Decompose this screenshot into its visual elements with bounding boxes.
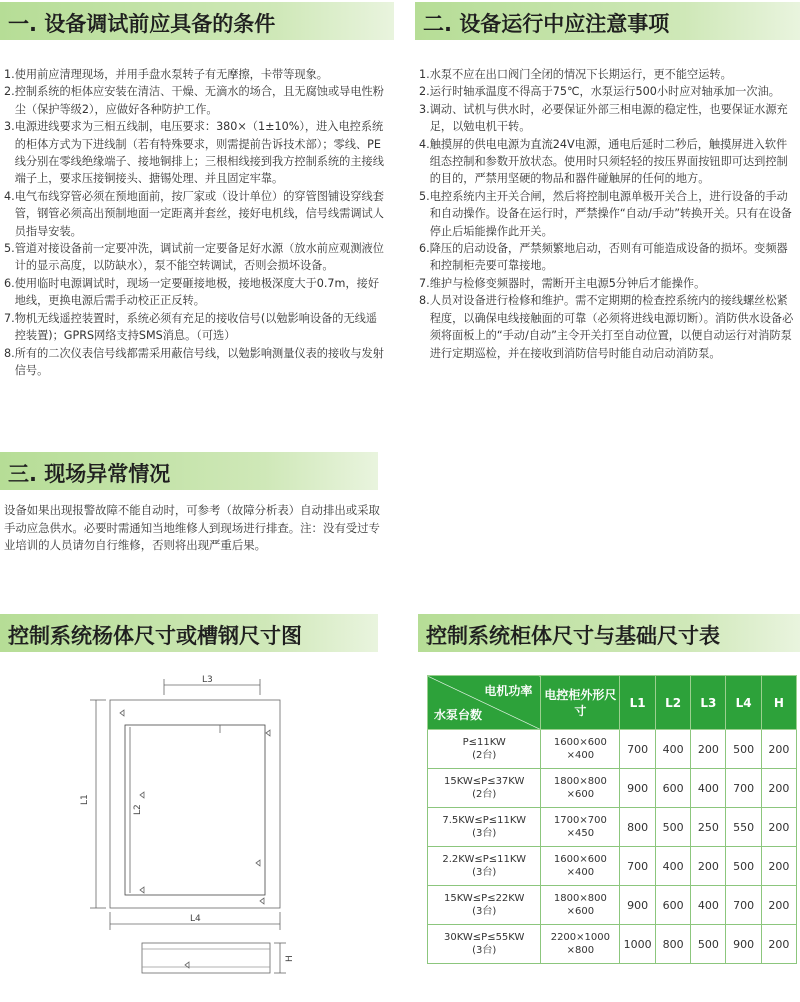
list-item: 6. 降压的启动设备，严禁频繁地启动，否则有可能造成设备的损坏。变频器和控制柜壳要可靠接地。 xyxy=(419,242,788,273)
list-item: 8. 人员对设备进行检修和维护。需不定期期的检查控系统内的接线螺丝松紧程度，以确保电线接触面的可靠（必须将进线电源切断）。消防供水设备必须将面板上的“手动/自动”主令开关打至自动位置，以便自动运行对消防泵进行定期巡检，并在接收到消防信号时能自动启动消防泵。 xyxy=(419,294,794,360)
table-row xyxy=(428,769,797,808)
value-cell: 1000 xyxy=(620,925,656,964)
section-1-list xyxy=(4,66,384,379)
value-cell: 200 xyxy=(761,808,796,847)
pump-cell: 7.5KW≤P≤11KW (3台) xyxy=(428,808,541,847)
value-cell: 500 xyxy=(726,847,761,886)
pump-cell: 15KW≤P≤37KW (2台) xyxy=(428,769,541,808)
value-cell: 800 xyxy=(620,808,656,847)
value-cell: 900 xyxy=(620,769,656,808)
value-cell: 500 xyxy=(655,808,690,847)
col-header-l1: L1 xyxy=(620,676,656,730)
col-header-l2: L2 xyxy=(655,676,690,730)
list-item: 3. 调动、试机与供水时，必要保证外部三相电源的稳定性，也要保证水源充足，以勉电机干转。 xyxy=(419,102,788,134)
section-5-title: 控制系统柜体尺寸与基础尺寸表 xyxy=(418,614,800,652)
value-cell: 200 xyxy=(761,847,796,886)
value-cell: 900 xyxy=(726,925,761,964)
dimension-table-container xyxy=(427,675,797,956)
cabinet-cell: 1800×800 ×600 xyxy=(541,769,620,808)
value-cell: 500 xyxy=(726,730,761,769)
pump-cell: 2.2KW≤P≤11KW (3台) xyxy=(428,847,541,886)
l2-label: L2 xyxy=(133,804,143,815)
corner-mark xyxy=(140,792,144,798)
value-cell: 900 xyxy=(620,886,656,925)
list-item: 7. 维护与检修变频器时，需断开主电源5分钟后才能操作。 xyxy=(419,276,706,290)
value-cell: 700 xyxy=(620,847,656,886)
value-cell: 200 xyxy=(761,925,796,964)
h-label: H xyxy=(285,955,295,962)
value-cell: 200 xyxy=(691,847,726,886)
table-row xyxy=(428,730,797,769)
list-item: 1. 使用前应清理现场，并用手盘水泵转子有无摩擦，卡带等现象。 xyxy=(4,68,328,81)
corner-mark xyxy=(260,898,264,904)
list-item: 1. 水泵不应在出口阀门全闭的情况下长期运行，更不能空运转。 xyxy=(419,68,732,81)
value-cell: 400 xyxy=(691,769,726,808)
section-1-title: 一. 设备调试前应具备的条件 xyxy=(0,2,394,40)
value-cell: 550 xyxy=(726,808,761,847)
value-cell: 250 xyxy=(691,808,726,847)
motor-power-header: 电机功率 xyxy=(484,684,533,698)
cabinet-cell: 1700×700 ×450 xyxy=(541,808,620,847)
value-cell: 400 xyxy=(691,886,726,925)
value-cell: 600 xyxy=(655,769,690,808)
l4-label: L4 xyxy=(190,914,201,924)
cabinet-dimension-diagram xyxy=(80,665,320,995)
col-header-h: H xyxy=(761,676,796,730)
cabinet-outline xyxy=(125,725,265,895)
table-row xyxy=(428,925,797,964)
section-3-title: 三. 现场异常情况 xyxy=(0,452,378,490)
list-item: 5. 管道对接设备前一定要冲洗，调试前一定要备足好水源（放水前应观测液位计的显示高度，以防缺水），泵不能空转调试，否则会损坏设备。 xyxy=(4,242,384,273)
value-cell: 700 xyxy=(726,769,761,808)
l1-label: L1 xyxy=(80,794,90,805)
list-item: 6. 使用临时电源调试时，现场一定要砸接地极，接地极深度大于0.7m，接好地线，更换电源后需手动校正正反转。 xyxy=(4,276,380,308)
corner-header-cell xyxy=(428,676,541,730)
cabinet-cell: 1800×800 ×600 xyxy=(541,886,620,925)
cabinet-cell: 1600×600 ×400 xyxy=(541,730,620,769)
section-4-title: 控制系统杨体尺寸或槽钢尺寸图 xyxy=(0,614,378,652)
value-cell: 500 xyxy=(691,925,726,964)
col-header-l4: L4 xyxy=(726,676,761,730)
value-cell: 600 xyxy=(655,886,690,925)
value-cell: 200 xyxy=(761,886,796,925)
table-header-row xyxy=(428,676,797,730)
list-item: 4. 电气布线穿管必须在预地面前，按厂家或（设计单位）的穿管图铺设穿线套管，钢管必须高出预制地面一定距离并套丝，接好电机线，信号线需调试人员指导安装。 xyxy=(4,189,384,238)
section-3-text: 设备如果出现报警故障不能自动时，可参考（故障分析表）自动排出或采取手动应急供水。必要时需通知当地维修人到现场进行排查。注：没有受过专业培训的人员请勿自行维修，否则将出现严重后果。 xyxy=(4,503,380,553)
list-item: 2. 运行时轴承温度不得高于75℃，水泵运行500小时应对轴承加一次油。 xyxy=(419,85,780,99)
section-2-title: 二. 设备运行中应注意事项 xyxy=(415,2,800,40)
l3-label: L3 xyxy=(202,675,213,685)
pump-cell: 15KW≤P≤22KW (3台) xyxy=(428,886,541,925)
channel-base xyxy=(142,943,270,973)
corner-mark xyxy=(266,730,270,736)
table-row xyxy=(428,886,797,925)
col-header-l3: L3 xyxy=(691,676,726,730)
cabinet-size-header: 电控柜外形尺寸 xyxy=(541,676,620,730)
cabinet-cell: 1600×600 ×400 xyxy=(541,847,620,886)
list-item: 7. 物机无线遥控装置时，系统必须有充足的接收信号(以勉影响设备的无线遥控装置)；GPRS网络支持SMS消息。（可选） xyxy=(4,311,378,343)
value-cell: 200 xyxy=(691,730,726,769)
list-item: 8. 所有的二次仪表信号线都需采用蔽信号线，以勉影响测量仪表的接收与发射信号。 xyxy=(4,346,384,377)
pump-cell: 30KW≤P≤55KW (3台) xyxy=(428,925,541,964)
foundation-outline xyxy=(110,700,280,908)
corner-mark xyxy=(140,887,144,893)
dimension-table xyxy=(427,675,797,964)
table-row xyxy=(428,847,797,886)
list-item: 4. 触摸屏的供电电源为直流24V电源，通电后延时二秒后，触摸屏进入软件组态控制和参数开放状态。使用时只须轻轻的按压界面按钮即可达到控制 的目的，严禁用坚硬的物品和器件碰触屏的任何的地方。 xyxy=(419,137,788,186)
pump-cell: P≤11KW (2台) xyxy=(428,730,541,769)
list-item: 2. 控制系统的柜体应安装在清洁、干燥、无滴水的场合，且无腐蚀或导电性粉尘（保护等级2），应做好各种防护工作。 xyxy=(4,85,384,116)
list-item: 5. 电控系统内主开关合闸，然后将控制电源单极开关合上，进行设备的手动和自动操作。设备在运行时，严禁操作“自动/手动”转换开关。只有在设备停止后垢能操作此开关。 xyxy=(419,189,792,238)
list-item: 3. 电源进线要求为三相五线制，电压要求：380×（1±10%），进入电控系统的柜体方式为下进线制（若有特殊要求，则需提前告诉技术部）；零线、PE线分别在零线绝缘端子、接地铜排上；三根相线接到我方控制系统的主接线端子上，要求压接铜接头、搪锡处理、并且固定牢靠。 xyxy=(4,120,384,186)
value-cell: 200 xyxy=(761,730,796,769)
value-cell: 800 xyxy=(655,925,690,964)
table-row xyxy=(428,808,797,847)
cabinet-cell: 2200×1000 ×800 xyxy=(541,925,620,964)
value-cell: 700 xyxy=(620,730,656,769)
value-cell: 700 xyxy=(726,886,761,925)
section-2-list xyxy=(419,66,797,362)
corner-mark xyxy=(120,710,124,716)
value-cell: 400 xyxy=(655,847,690,886)
value-cell: 200 xyxy=(761,769,796,808)
pump-count-header: 水泵台数 xyxy=(434,708,483,722)
value-cell: 400 xyxy=(655,730,690,769)
corner-mark xyxy=(256,860,260,866)
